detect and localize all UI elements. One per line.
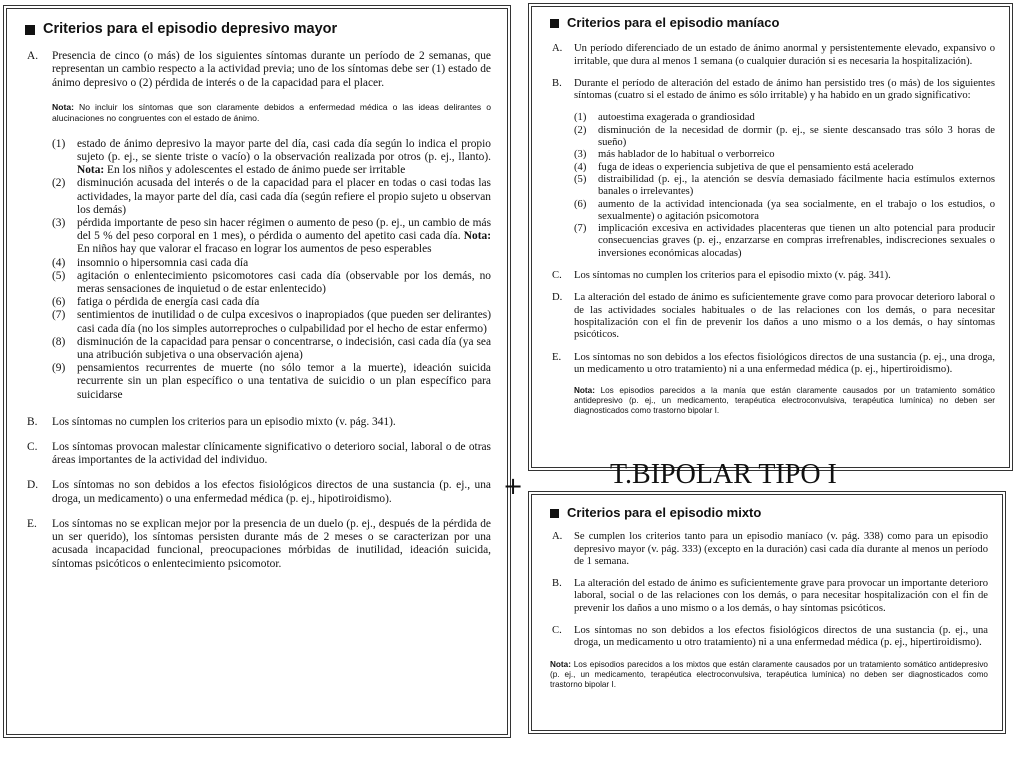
item-text: implicación excesiva en actividades placenteras que tienen un alto potencial para producir consecuencias graves (p. ej., enzarzarse en compras irrefrenables, indiscreciones sexuales o inversiones económicas alocadas) xyxy=(598,223,995,259)
item-text-block xyxy=(77,257,248,270)
criterion-letter: D. xyxy=(552,292,563,304)
item-note-text: En los niños y adolescentes el estado de ánimo puede ser irritable xyxy=(104,164,406,177)
criterion xyxy=(550,270,995,282)
item-text-block xyxy=(77,177,491,217)
criterion-a xyxy=(25,50,491,90)
item-text: disminución de la necesidad de dormir (p. ej., se siente descansado tras sólo 3 horas de sueño) xyxy=(598,124,995,149)
item-text: aumento de la actividad intencionada (ya sea socialmente, en el trabajo o los estudios, o sexualmente) o agitación psicomotora xyxy=(598,198,995,222)
criterion-letter: A. xyxy=(552,43,563,55)
list-item xyxy=(574,223,995,260)
criterion xyxy=(25,518,491,571)
item-text-block xyxy=(77,138,491,178)
symptom-list xyxy=(574,112,995,260)
criterion xyxy=(550,531,988,568)
list-item xyxy=(52,177,491,217)
item-text-block xyxy=(598,162,914,174)
criterion-letter: B. xyxy=(552,77,562,89)
criterion xyxy=(550,578,988,615)
item-text-block xyxy=(598,223,995,260)
panel-title-text: Criterios para el episodio mixto xyxy=(567,505,762,520)
criterion xyxy=(550,352,995,377)
item-text-block xyxy=(77,336,491,362)
criterion-letter: C. xyxy=(27,441,38,454)
list-item xyxy=(52,138,491,178)
item-number: (3) xyxy=(52,217,66,230)
item-number: (7) xyxy=(574,223,587,235)
criterion-letter: A. xyxy=(27,50,39,63)
item-number: (4) xyxy=(52,256,66,269)
criterion-text: Los síntomas no son debidos a los efectos fisiológicos directos de una sustancia (p. ej., una droga, un medicamento) o una enfermedad médica (p. ej., hipotiroidismo). xyxy=(52,479,491,505)
criterion-letter: E. xyxy=(552,351,562,363)
item-number: (5) xyxy=(574,173,587,185)
item-number: (1) xyxy=(52,137,66,150)
note-text: Los episodios parecidos a la manía que están claramente causados por un tratamiento somático antidepresivo (p. ej., un medicamento, terapéutica electroconvulsiva, terapéutica lumínica) no deben ser diagnosticados como trastorno bipolar I. xyxy=(574,386,995,416)
item-text: disminución de la capacidad para pensar o concentrarse, o indecisión, casi cada día (ya sea una atribución subjetiva o una observación ajena) xyxy=(77,335,491,362)
item-text-block xyxy=(598,112,755,124)
criteria-list xyxy=(25,416,491,571)
item-number: (3) xyxy=(574,149,587,161)
item-text: insomnio o hipersomnia casi cada día xyxy=(77,256,249,269)
criterion-letter: E. xyxy=(27,517,37,530)
criterion-text: La alteración del estado de ánimo es suficientemente grave como para provocar deterioro laboral o de las actividades sociales habituales o de las relaciones con los demás, o para necesitar hospitalización con el fin de prevenir los daños a uno mismo o a los demás, o hay síntomas psicóticos. xyxy=(574,292,995,341)
item-text: pérdida importante de peso sin hacer régimen o aumento de peso (p. ej., un cambio de más del 5 % del peso corporal en 1 mes), o pérdida o aumento del apetito casi cada día. xyxy=(77,217,491,243)
criterion-text: Los síntomas no son debidos a los efectos fisiológicos directos de una sustancia (p. ej., una droga, un medicamento u otro tratamiento) ni a una enfermedad médica (p. ej., hipertiroidismo). xyxy=(574,625,988,649)
item-number: (4) xyxy=(574,161,587,173)
item-text: estado de ánimo depresivo la mayor parte del día, casi cada día según lo indica el propio sujeto (p. ej., se siente triste o vacío) o la observación realizada por otros (p. ej., llanto). xyxy=(77,137,491,164)
item-number: (8) xyxy=(52,335,66,348)
square-bullet-icon xyxy=(25,25,35,35)
panel-title-text: Criterios para el episodio maníaco xyxy=(567,15,780,30)
criterion-text: Los síntomas no cumplen los criterios para un episodio mixto (v. pág. 341). xyxy=(52,415,396,428)
item-text: distraibilidad (p. ej., la atención se desvía demasiado fácilmente hacia estímulos externos banales o irrelevantes) xyxy=(598,173,995,198)
criterion-a xyxy=(550,43,995,68)
item-text: disminución acusada del interés o de la capacidad para el placer en todas o casi todas las actividades, la mayor parte del día, casi cada día (según refiere el propio sujeto u observan los demás) xyxy=(77,177,491,216)
item-text: pensamientos recurrentes de muerte (no sólo temor a la muerte), ideación suicida recurrente sin un plan específico o una tentativa de suicidio o un plan específico para suicidarse xyxy=(77,362,491,401)
square-bullet-icon xyxy=(550,19,559,28)
criterion xyxy=(550,292,995,341)
item-text: autoestima exagerada o grandiosidad xyxy=(598,112,755,124)
item-number: (9) xyxy=(52,362,66,375)
symptom-list xyxy=(52,138,491,402)
criterion xyxy=(25,479,491,505)
item-note-label: Nota: xyxy=(77,164,105,177)
criterion-letter: B. xyxy=(27,415,38,428)
criterion-text: Los síntomas no cumplen los criterios para el episodio mixto (v. pág. 341). xyxy=(574,270,891,282)
item-text: agitación o enlentecimiento psicomotores casi cada día (observable por los demás, no meras sensaciones de inquietud o de estar enlentecido) xyxy=(77,269,491,296)
criterion-b xyxy=(550,78,995,103)
plus-sign: + xyxy=(503,472,524,500)
list-item xyxy=(574,174,995,199)
list-item xyxy=(52,217,491,257)
note-text: No incluir los síntomas que son claramente debidos a enfermedad médica o las ideas delirantes o alucinaciones no congruentes con el estado de ánimo. xyxy=(52,101,491,123)
note-label: Nota: xyxy=(52,101,74,112)
item-note-text: En niños hay que valorar el fracaso en lograr los aumentos de peso esperables xyxy=(77,243,432,256)
item-text-block xyxy=(77,296,259,309)
note xyxy=(574,386,995,416)
item-text-block xyxy=(598,174,995,199)
depressive-episode-panel xyxy=(6,8,508,735)
item-text-block xyxy=(77,270,491,296)
item-number: (7) xyxy=(52,309,66,322)
panel-title xyxy=(25,23,491,36)
item-number: (2) xyxy=(574,124,587,136)
item-text-block xyxy=(598,149,775,161)
criteria-list xyxy=(550,270,995,376)
criterion-text: Se cumplen los criterios tanto para un episodio maníaco (v. pág. 338) como para un episodio depresivo mayor (v. pág. 333) (excepto en la duración) casi cada día durante al menos un período de 1 semana. xyxy=(574,531,988,567)
list-item xyxy=(52,362,491,402)
list-item xyxy=(574,125,995,150)
item-number: (5) xyxy=(52,269,66,282)
mixed-episode-panel xyxy=(531,494,1003,731)
item-text-block xyxy=(598,125,995,150)
list-item xyxy=(574,112,995,124)
list-item xyxy=(574,199,995,224)
item-text-block xyxy=(77,309,491,335)
criterion-text: Durante el período de alteración del estado de ánimo han persistido tres (o más) de los siguientes síntomas (cuatro si el estado de ánimo es sólo irritable) y ha habido en un grado significativo: xyxy=(574,77,995,102)
list-item xyxy=(52,296,491,309)
list-item xyxy=(52,309,491,335)
note xyxy=(550,660,988,690)
criterion-letter: C. xyxy=(552,625,562,637)
note xyxy=(52,102,491,124)
criterion-letter: A. xyxy=(552,531,563,543)
manic-episode-panel xyxy=(531,6,1010,468)
panel-title xyxy=(550,17,995,29)
criterion-letter: C. xyxy=(552,270,562,282)
list-item xyxy=(574,162,995,174)
item-number: (6) xyxy=(574,198,587,210)
square-bullet-icon xyxy=(550,509,559,518)
list-item xyxy=(52,257,491,270)
item-text: fuga de ideas o experiencia subjetiva de que el pensamiento está acelerado xyxy=(598,161,914,173)
item-number: (2) xyxy=(52,177,66,190)
bipolar-heading: T.BIPOLAR TIPO I xyxy=(610,459,837,490)
note-label: Nota: xyxy=(574,386,595,396)
item-text-block xyxy=(598,199,995,224)
criterion xyxy=(25,441,491,467)
note-label: Nota: xyxy=(550,659,571,669)
note-text: Los episodios parecidos a los mixtos que están claramente causados por un tratamiento somático antidepresivo (p. ej., un medicamento, terapéutica electroconvulsiva, terapéutica lumínica) no deben ser diagnosticados como trastorno bipolar I. xyxy=(550,659,988,689)
item-number: (1) xyxy=(574,112,587,124)
panel-title xyxy=(550,507,988,519)
panel-title-text: Criterios para el episodio depresivo mayor xyxy=(43,21,338,37)
item-text: más hablador de lo habitual o verborreico xyxy=(598,149,775,161)
criterion-letter: B. xyxy=(552,578,562,590)
criteria-list xyxy=(550,531,988,649)
item-text: sentimientos de inutilidad o de culpa excesivos o inapropiados (que pueden ser delirantes) casi cada día (no los simples autorreproches o culpabilidad por el hecho de estar enfermo) xyxy=(77,309,491,335)
criterion-text: La alteración del estado de ánimo es suficientemente grave para provocar un importante deterioro laboral, social o de las relaciones con los demás, o para necesitar hospitalización con el fin de prevenir los daños a uno mismo o a los demás, o hay síntomas psicóticos. xyxy=(574,578,988,614)
item-note-label: Nota: xyxy=(463,230,491,243)
criterion-letter: D. xyxy=(27,479,39,492)
criterion xyxy=(550,625,988,650)
list-item xyxy=(574,149,995,161)
item-number: (6) xyxy=(52,296,66,309)
criterion xyxy=(25,416,491,429)
criterion-text: Los síntomas no son debidos a los efectos fisiológicos directos de una sustancia (p. ej., una droga, un medicamento u otro tratamiento) ni a una enfermedad médica (p. ej., hipertiroidismo). xyxy=(574,351,995,375)
item-text: fatiga o pérdida de energía casi cada día xyxy=(77,296,260,309)
criterion-text: Los síntomas provocan malestar clínicamente significativo o deterioro social, laboral o de otras áreas importantes de la actividad del individuo. xyxy=(52,441,491,467)
item-text-block xyxy=(77,217,491,257)
item-text-block xyxy=(77,362,491,402)
criterion-text: Los síntomas no se explican mejor por la presencia de un duelo (p. ej., después de la pérdida de un ser querido), los síntomas persisten durante más de 2 meses o se caracterizan por una acusada incapacidad funcional, preocupaciones mórbidas de inutilidad, ideación suicida, síntomas psicóticos o enlentecimiento psicomotor. xyxy=(52,517,491,570)
criterion-text: Presencia de cinco (o más) de los siguientes síntomas durante un período de 2 semanas, que representan un cambio respecto a la actividad previa; uno de los síntomas debe ser (1) estado de ánimo depresivo o (2) pérdida de interés o de la capacidad para el placer. xyxy=(52,50,491,89)
list-item xyxy=(52,336,491,362)
criterion-text: Un período diferenciado de un estado de ánimo anormal y persistentemente elevado, expansivo o irritable, que dura al menos 1 semana (o cualquier duración si es necesaria la hospitalización). xyxy=(574,43,995,67)
list-item xyxy=(52,270,491,296)
